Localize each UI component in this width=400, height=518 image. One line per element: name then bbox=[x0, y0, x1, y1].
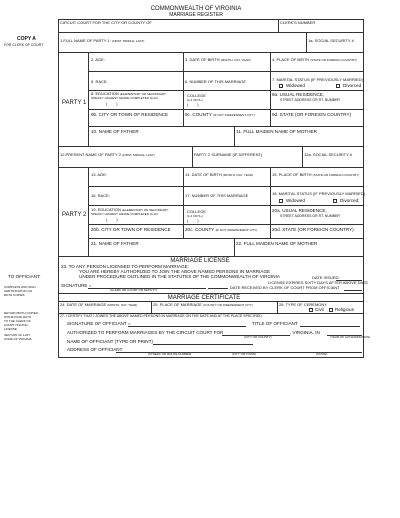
religious-label: Religious bbox=[335, 307, 354, 312]
instruction-line: CERTIFICATION ON bbox=[4, 289, 33, 293]
certificate-title: MARRIAGE CERTIFICATE bbox=[167, 295, 241, 301]
party1-divorced-label: Divorced bbox=[343, 83, 362, 88]
party1-college-parens: ( ) bbox=[187, 102, 199, 107]
party2-education-label: 19. EDUCATION (ELEMENTARY OR SECONDARY: bbox=[91, 207, 169, 212]
party1-college-hint: (1-4 OR 5+) bbox=[187, 98, 203, 102]
party2-marital-label: 18. MARITAL STATUS (IF PREVIOUSLY MARRIED) bbox=[272, 191, 366, 196]
address-state-hint: (STATE) bbox=[316, 352, 328, 356]
party2-college-hint: (1-4 OR 5+) bbox=[187, 214, 203, 218]
license-line-3: UNDER PROCEDURE OUTLINED IN THE STATUTES OF THE COMMONWEALTH OF VIRGINIA bbox=[79, 274, 280, 279]
party1-label: PARTY 1 bbox=[62, 100, 87, 106]
party2-pob-label: 15. PLACE OF BIRTH (STATE OR FOREIGN COUNTRY) bbox=[272, 172, 360, 177]
authorized-label: AUTHORIZED TO PERFORM MARRIAGES BY THE CIRCUIT COURT FOR bbox=[67, 330, 224, 335]
party1-marital-label: 7. MARITAL STATUS (IF PREVIOUSLY MARRIED) bbox=[272, 77, 363, 82]
party2-race-label: 16. RACE: bbox=[91, 193, 110, 198]
party2-ssn-label: 12a. SOCIAL SECURITY # bbox=[304, 152, 353, 157]
party2-widowed-label: Widowed bbox=[286, 198, 305, 203]
date-issued-label: DATE ISSUED: bbox=[312, 275, 340, 280]
party1-pob-label: 4. PLACE OF BIRTH (STATE OR FOREIGN COUNTRY) bbox=[272, 57, 358, 62]
virginia-in-label: , VIRGINIA, IN bbox=[290, 330, 320, 335]
party2-surname-label: PARTY 2 SURNAME (IF DIFFERENT) bbox=[194, 152, 263, 157]
instruction-line: TO THE CLERK OF bbox=[4, 319, 31, 323]
party2-education-hint: SPECIFY HIGHEST GRADE COMPLETED (0-12) bbox=[91, 212, 158, 216]
instruction-line: COURT ISSUING bbox=[4, 323, 28, 327]
party2-grade-parens: ( ) bbox=[106, 217, 118, 222]
party1-street-label: STREET ADDRESS OR RT. NUMBER bbox=[280, 98, 340, 102]
party1-mother-label: 11. FULL MAIDEN NAME OF MOTHER bbox=[236, 129, 317, 134]
party1-marriage-number-label: 6. NUMBER OF THIS MARRIAGE bbox=[185, 79, 247, 84]
civil-label: Civil bbox=[315, 307, 324, 312]
party1-college-label: COLLEGE bbox=[187, 93, 206, 98]
instruction-line: LICENSE bbox=[4, 327, 17, 331]
marriage-place-label: 25. PLACE OF MARRIAGE (COUNTY OR INDEPENDENT CITY) bbox=[153, 302, 253, 307]
party1-dob-label: 3. DATE OF BIRTH (MONTH, DAY, YEAR) bbox=[185, 57, 251, 62]
party2-father-label: 21. NAME OF FATHER bbox=[91, 241, 139, 246]
party2-mother-label: 22. FULL MAIDEN NAME OF MOTHER bbox=[236, 241, 318, 246]
party2-city-label: 20b. CITY OR TOWN OF RESIDENCE bbox=[91, 227, 171, 232]
party1-name-label: 1.FULL NAME OF PARTY 1: (FIRST, MIDDLE, LAST) bbox=[60, 38, 145, 43]
circuit-court-label: CIRCUIT COURT FOR THE CITY OR COUNTY OF bbox=[60, 20, 152, 25]
party1-county-label: 9c. COUNTY (IF NOT INDEPENDENT CITY) bbox=[185, 112, 255, 117]
party2-state-label: 20d. STATE (OR FOREIGN COUNTRY) bbox=[272, 227, 354, 232]
party1-ssn-label: 1a. SOCIAL SECURITY # bbox=[308, 38, 354, 43]
party1-city-label: 9b. CITY OR TOWN OF RESIDENCE bbox=[91, 112, 169, 117]
ceremony-type-label: 26. TYPE OF CEREMONY bbox=[279, 302, 327, 307]
party2-college-label: COLLEGE bbox=[187, 209, 206, 214]
instruction-line: COMPLETE AND SIGN bbox=[4, 285, 36, 289]
party1-education-hint: SPECIFY HIGHEST GRADE COMPLETED (0-12) bbox=[91, 96, 158, 100]
party2-marriage-number-label: 17. NUMBER OF THIS MARRIAGE bbox=[185, 193, 249, 198]
party1-race-label: 5. RACE: bbox=[91, 79, 108, 84]
license-signature-hint: (CLERK OR COURT OR DEPUTY) bbox=[110, 288, 158, 292]
to-officiant-label: TO OFFICIANT: bbox=[8, 274, 41, 279]
instruction-line: BOTH COPIES bbox=[4, 293, 25, 297]
year-authorization-hint: (YEAR OF AUTHORIZATION) bbox=[330, 335, 371, 339]
party1-widowed-checkbox[interactable] bbox=[279, 84, 283, 88]
clerks-number-label: CLERK'S NUMBER bbox=[280, 20, 316, 25]
party1-grade-parens: ( ) bbox=[106, 101, 118, 106]
civil-checkbox[interactable] bbox=[309, 308, 313, 312]
party2-residence-label: 20a. USUAL RESIDENCE, bbox=[272, 208, 327, 213]
party2-name-label: 12.PRESENT NAME OF PARTY 2 (FIRST, MIDDLE, LAST) bbox=[60, 152, 155, 157]
officiant-title-label: TITLE OF OFFICIANT bbox=[252, 321, 298, 326]
officiant-signature-label: SIGNATURE OF OFFICIANT = bbox=[67, 321, 131, 326]
party2-age-label: 13. AGE: bbox=[91, 172, 108, 177]
party2-divorced-label: Divorced; bbox=[340, 198, 360, 203]
party2-college-parens: ( ) bbox=[187, 218, 199, 223]
instruction-line: SECTION 32.1-267 bbox=[4, 333, 31, 337]
form-title: COMMONWEALTH OF VIRGINIA bbox=[150, 6, 242, 12]
party2-widowed-checkbox[interactable] bbox=[279, 199, 283, 203]
officiant-address-label: ADDRESS OF OFFICIANT bbox=[67, 347, 123, 352]
party1-education-label: 8. EDUCATION (ELEMENTARY OR SECONDARY: bbox=[91, 91, 167, 96]
party2-divorced-checkbox[interactable] bbox=[333, 199, 337, 203]
license-title: MARRIAGE LICENSE bbox=[170, 258, 230, 264]
license-line-2: YOU ARE HEREBY AUTHORIZED TO JOIN THE ABOVE NAMED PERSONS IN MARRIAGE bbox=[79, 269, 271, 274]
party1-father-label: 10. NAME OF FATHER bbox=[91, 129, 139, 134]
instruction-line: CODE OF VIRGINIA bbox=[4, 337, 32, 341]
party1-residence-label: 9a. USUAL RESIDENCE, bbox=[272, 92, 325, 97]
officiant-name-label: NAME OF OFFICIANT (TYPE OR PRINT) bbox=[67, 339, 153, 344]
license-signature-label: SIGNATURE = bbox=[61, 283, 92, 288]
city-county-hint: (CITY OR COUNTY) bbox=[244, 335, 272, 339]
form-subtitle: MARRIAGE REGISTER bbox=[169, 12, 223, 18]
party1-state-label: 9d. STATE (OR FOREIGN COUNTRY) bbox=[272, 112, 352, 117]
instruction-line: WITHIN FIVE DAYS bbox=[4, 315, 31, 319]
party2-label: PARTY 2 bbox=[62, 212, 87, 218]
for-clerk-label: FOR CLERK OF COURT bbox=[4, 43, 44, 47]
date-received-label: DATE RECEIVED BY CLERK OF COURT FROM OFFICIANT bbox=[230, 285, 340, 290]
party2-county-label: 20c. COUNTY (IF NOT INDEPENDENT CITY) bbox=[185, 227, 258, 232]
party1-age-label: 2. AGE: bbox=[91, 57, 105, 62]
license-expires-note: LICENSE EXPIRES SIXTY DAYS AFTER ABOVE DATE bbox=[268, 280, 369, 285]
party1-widowed-label: Widowed bbox=[286, 83, 305, 88]
party2-dob-label: 14. DATE OF BIRTH (MONTH, DAY, YEAR) bbox=[185, 172, 253, 177]
religious-checkbox[interactable] bbox=[329, 308, 333, 312]
party2-street-label: STREET ADDRESS OR RT. NUMBER bbox=[280, 214, 340, 218]
address-street-hint: (STREET OR ROUTE NUMBER bbox=[148, 352, 192, 356]
address-city-hint: (CITY OR TOWN) bbox=[232, 352, 256, 356]
instruction-line: RETURN BOTH COPIES bbox=[4, 311, 38, 315]
party1-divorced-checkbox[interactable] bbox=[336, 84, 340, 88]
certify-statement: 27. I CERTIFY THAT I JOINED THE ABOVE NAMED PERSONS IN MARRIAGE ON THE DATE AND AT THE PLACE SPECIFIED. bbox=[60, 314, 263, 318]
copy-a-label: COPY A bbox=[17, 36, 36, 42]
marriage-date-label: 24. DATE OF MARRIAGE (MONTH, DAY, YEAR) bbox=[60, 302, 138, 307]
license-line-1: 23. TO ANY PERSON LICENSED TO PERFORM MARRIAGE: bbox=[61, 264, 189, 269]
